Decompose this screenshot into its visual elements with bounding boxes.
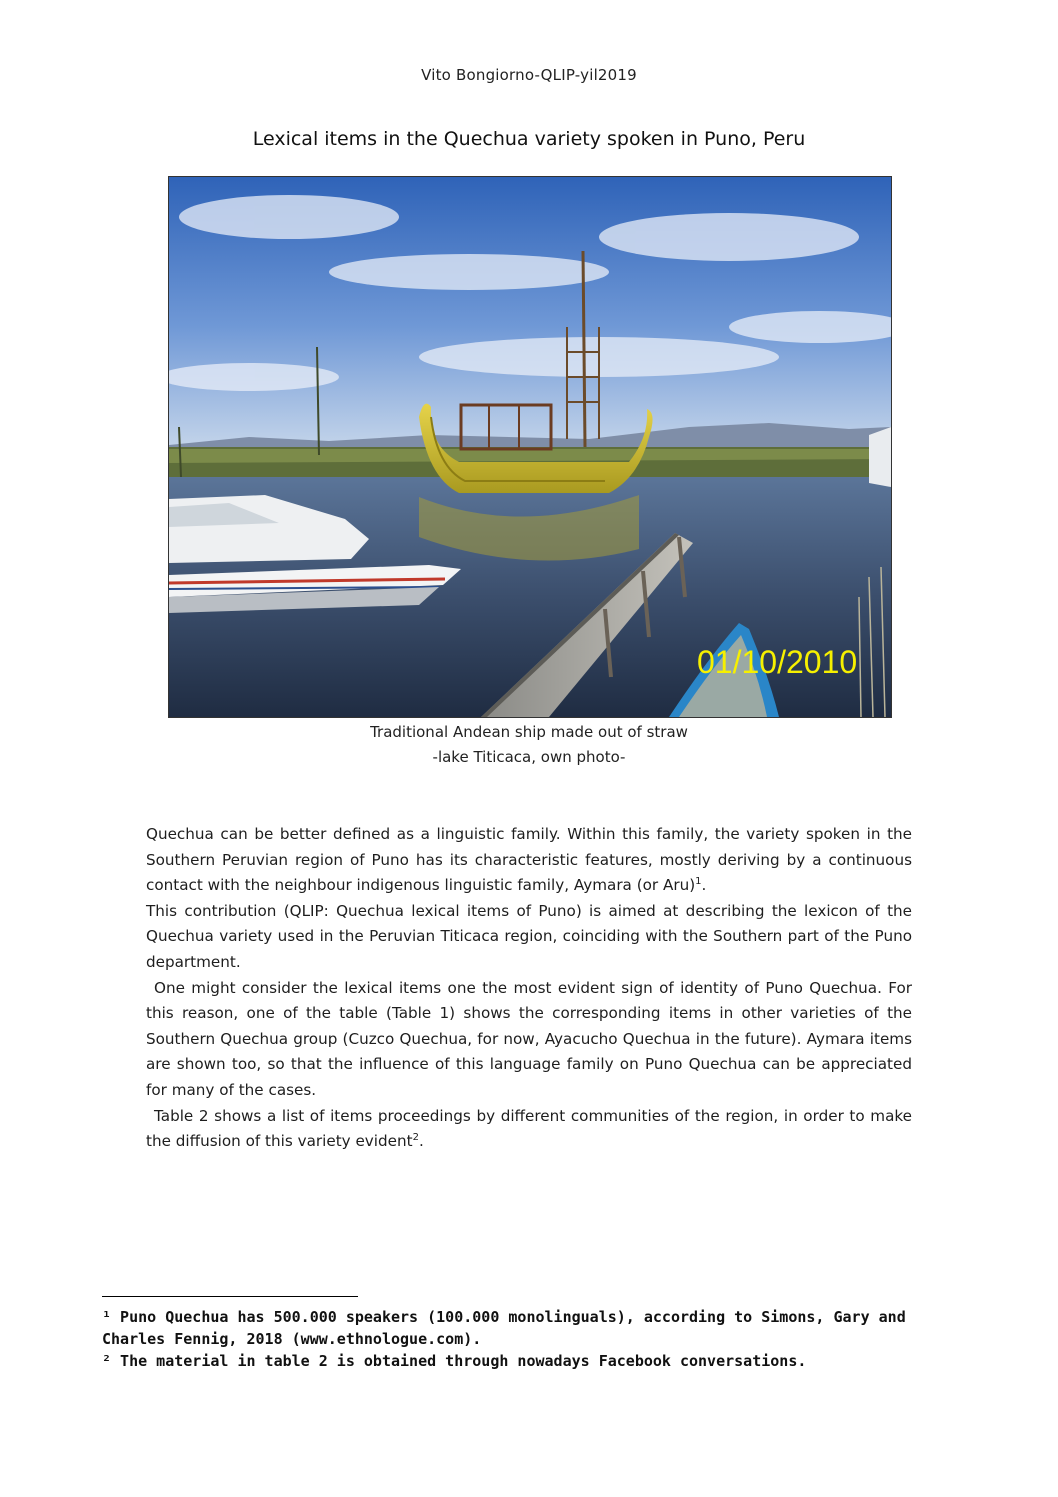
body-text xyxy=(146,822,912,1155)
paragraph-1: Quechua can be better defined as a linguistic family. Within this family, the variety spoken in the Southern Peruvian region of Puno has its characteristic features, mostly deriving by a continuous contact with the neighbour indigenous linguistic family, Aymara (or Aru)$^1$. xyxy=(146,825,912,895)
caption-line-1: Traditional Andean ship made out of straw xyxy=(370,723,688,741)
paragraph-2: This contribution (QLIP: Quechua lexical items of Puno) is aimed at describing the lexicon of the Quechua variety used in the Peruvian Titicaca region, coinciding with the Southern part of the Puno department. xyxy=(146,901,912,971)
paragraph-3: One might consider the lexical items one the most evident sign of identity of Puno Quechua. For this reason, one of the table (Table 1) shows the corresponding items in other varieties of the Southern Quechua group (Cuzco Quechua, for now, Ayacucho Quechua in the future). Aymara items are shown too, so that the influence of this language family on Puno Quechua can be appreciated for many of the cases. xyxy=(146,978,912,1099)
footnote-ref-2[interactable]: 2 xyxy=(412,1132,419,1144)
caption-line-2: -lake Titicaca, own photo- xyxy=(432,748,626,766)
footnote-2: ² The material in table 2 is obtained through nowadays Facebook conversations. xyxy=(102,1352,807,1370)
footnote-separator xyxy=(102,1296,358,1297)
reed-boat-photo xyxy=(168,176,892,718)
footnote-1: ¹ Puno Quechua has 500.000 speakers (100.000 monolinguals), according to Simons, Gary and Charles Fennig, 2018 (www.ethnologue.com). xyxy=(102,1308,906,1348)
photo-caption xyxy=(0,720,1058,770)
paragraph-4: Table 2 shows a list of items proceedings by different communities of the region, in order to make the diffusion of this variety evident$^2$. xyxy=(146,1106,912,1151)
page-header-author: Vito Bongiorno-QLIP-yil2019 xyxy=(421,66,637,84)
footnotes xyxy=(102,1306,962,1372)
footnote-ref-1[interactable]: 1 xyxy=(695,876,702,888)
photo-date-stamp: 01/10/2010 xyxy=(697,644,858,680)
document-title: Lexical items in the Quechua variety spoken in Puno, Peru xyxy=(252,128,806,150)
